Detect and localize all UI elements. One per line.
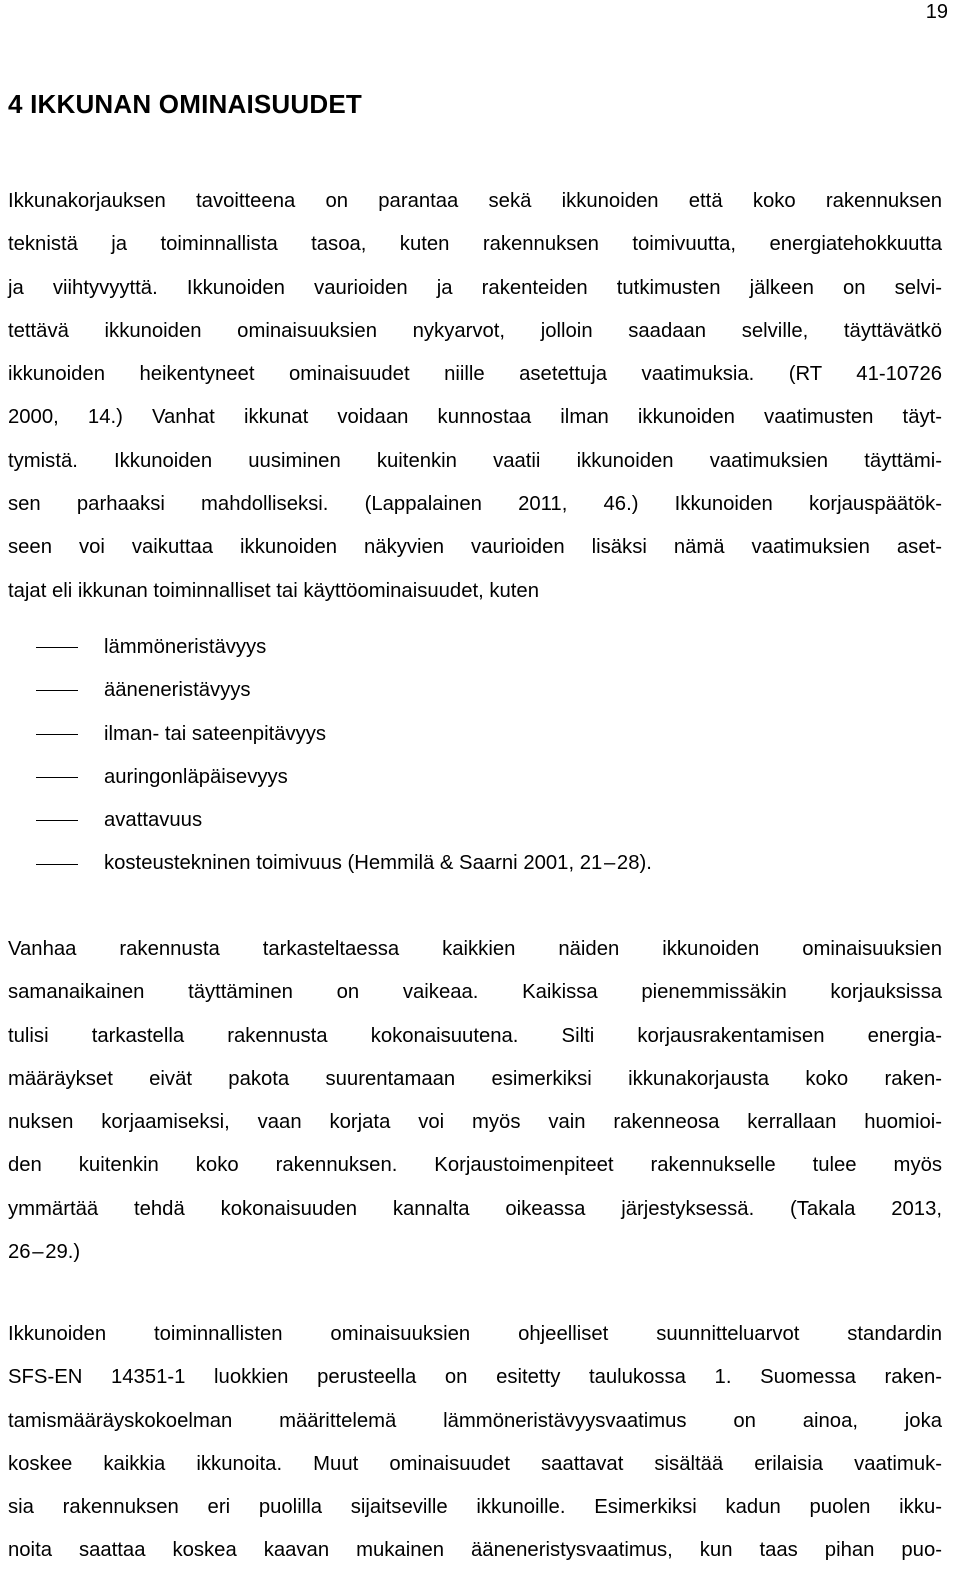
paragraph-3-line: sia rakennuksen eri puolilla sijaitseville ikkunoille. Esimerkiksi kadun puolen ikku- [8,1496,942,1519]
paragraph-1-line: Ikkunakorjauksen tavoitteena on parantaa sekä ikkunoiden että koko rakennuksen [8,190,942,212]
list-item-label: lämmöneristävyys [104,636,267,658]
dash-bullet-icon [36,864,78,865]
paragraph-2-line: tulisi tarkastella rakennusta kokonaisuutena. Silti korjausrakentamisen energia- [8,1024,942,1047]
list-item [8,669,908,712]
window-properties-list [8,626,908,886]
paragraph-1-line: ikkunoiden heikentyneet ominaisuudet niille asetettuja vaatimuksia. (RT 41-10726 [8,363,942,386]
section-heading: 4 IKKUNAN OMINAISUUDET [8,89,362,119]
paragraph-3 [8,1313,942,1573]
paragraph-2-line: määräykset eivät pakota suurentamaan esimerkiksi ikkunakorjausta koko raken- [8,1067,942,1090]
paragraph-2 [8,928,942,1274]
paragraph-1-line: ja viihtyvyyttä. Ikkunoiden vaurioiden ja rakenteiden tutkimusten jälkeen on selvi- [8,276,942,299]
list-item [8,626,908,669]
paragraph-2-line: 26 – 29.) [8,1241,81,1264]
paragraph-2-line: samanaikainen täyttäminen on vaikeaa. Kaikissa pienemmissäkin korjauksissa [8,981,942,1004]
dash-bullet-icon [36,777,78,778]
paragraph-3-line: koskee kaikkia ikkunoita. Muut ominaisuudet saattavat sisältää erilaisia vaatimuk- [8,1452,942,1475]
list-item [8,756,908,799]
paragraph-1-line: tymistä. Ikkunoiden uusiminen kuitenkin vaatii ikkunoiden vaatimuksien täyttämi- [8,449,942,472]
dash-bullet-icon [36,690,78,691]
paragraph-2-line: nuksen korjaamiseksi, vaan korjata voi myös vain rakenneosa kerrallaan huomioi- [8,1111,942,1134]
paragraph-2-line: Vanhaa rakennusta tarkasteltaessa kaikkien näiden ikkunoiden ominaisuuksien [8,938,942,960]
paragraph-1-line: tettävä ikkunoiden ominaisuuksien nykyarvot, jolloin saadaan selville, täyttävätkö [8,319,942,342]
paragraph-3-line: Ikkunoiden toiminnallisten ominaisuuksien ohjeelliset suunnitteluarvot standardin [8,1323,942,1345]
list-item-label: avattavuus [104,809,203,832]
paragraph-3-line: tamismääräyskokoelman määrittelemä lämmöneristävyysvaatimus on ainoa, joka [8,1409,942,1432]
paragraph-1-line: seen voi vaikuttaa ikkunoiden näkyvien vaurioiden lisäksi nämä vaatimuksien aset- [8,536,942,559]
list-item-label: auringonläpäisevyys [104,765,288,788]
paragraph-2-line: den kuitenkin koko rakennuksen. Korjaustoimenpiteet rakennukselle tulee myös [8,1154,942,1177]
paragraph-2-line: ymmärtää tehdä kokonaisuuden kannalta oikeassa järjestyksessä. (Takala 2013, [8,1197,942,1220]
list-item-label: ilman- tai sateenpitävyys [104,722,327,745]
paragraph-3-line: noita saattaa koskea kaavan mukainen ääneneristysvaatimus, kun taas pihan puo- [8,1539,942,1562]
dash-bullet-icon [36,647,78,648]
paragraph-3-line: SFS-EN 14351-1 luokkien perusteella on esitetty taulukossa 1. Suomessa raken- [8,1366,942,1389]
list-item [8,842,908,885]
paragraph-1-line: tajat eli ikkunan toiminnalliset tai käyttöominaisuudet, kuten [8,579,539,602]
dash-bullet-icon [36,820,78,821]
dash-bullet-icon [36,734,78,735]
list-item-label: kosteustekninen toimivuus (Hemmilä & Saarni 2001, 21 – 28). [104,852,652,875]
paragraph-1-line: teknistä ja toiminnallista tasoa, kuten rakennuksen toimivuutta, energiatehokkuutta [8,233,942,256]
list-item-label: ääneneristävyys [104,679,251,702]
paragraph-1-line: sen parhaaksi mahdolliseksi. (Lappalainen 2011, 46.) Ikkunoiden korjauspäätök- [8,493,942,516]
paragraph-1-line: 2000, 14.) Vanhat ikkunat voidaan kunnostaa ilman ikkunoiden vaatimusten täyt- [8,406,942,429]
list-item [8,799,908,842]
page-number: 19 [925,1,948,23]
paragraph-1 [8,180,942,613]
list-item [8,713,908,756]
